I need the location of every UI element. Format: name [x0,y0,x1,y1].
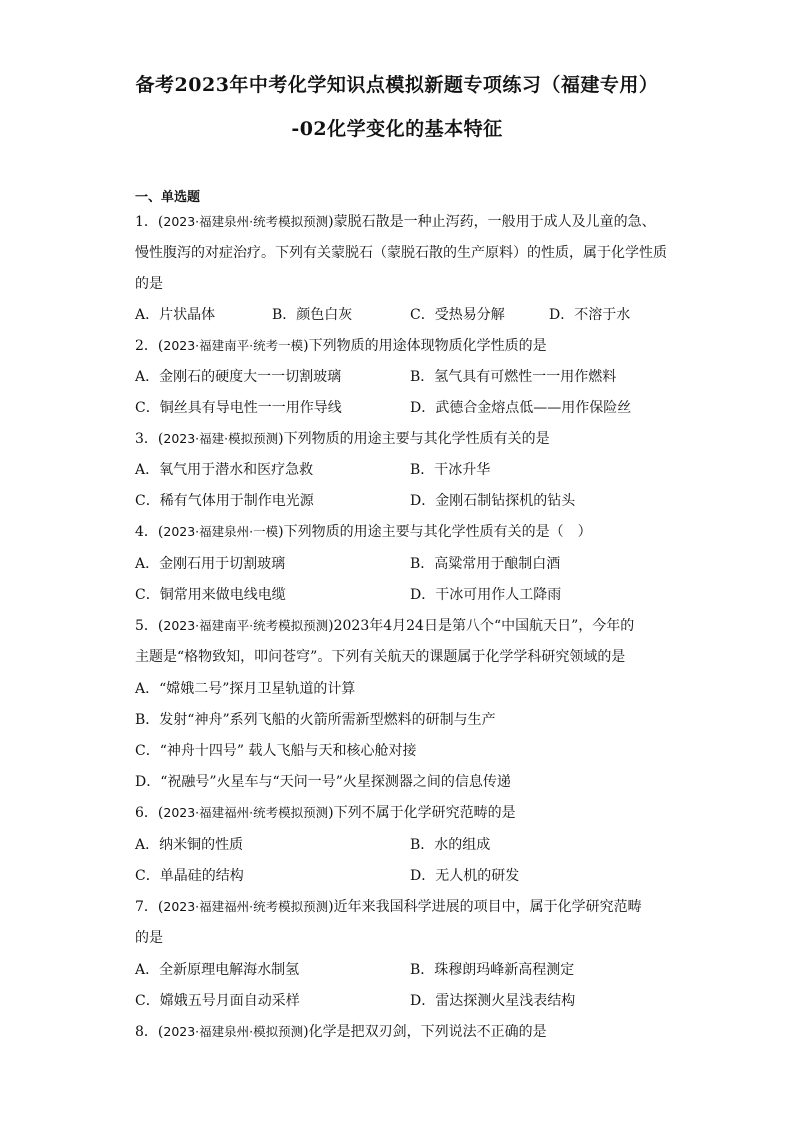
question-5-stem-line2: 主题是“格物致知，叩问苍穹”。下列有关航天的课题属于化学学科研究领域的是 [135,649,626,665]
question-1-option-b: B．颜色白灰 [272,307,353,323]
question-1-stem-line3: 的是 [135,276,163,292]
question-1-option-a: A．片状晶体 [135,307,216,323]
question-4-option-c: C．铜常用来做电线电缆 [135,587,286,603]
document-title-line1: 备考2023年中考化学知识点模拟新题专项练习（福建专用） [135,74,659,96]
question-1-source: 2023·福建泉州·统考模拟预测 [163,214,329,229]
section-heading: 一、单选题 [135,190,201,205]
question-7-stem-line2: 的是 [135,930,163,946]
question-5-option-c: C．“神舟十四号” 载人飞船与天和核心舱对接 [135,743,417,759]
question-7-option-c: C．嫦娥五号月面自动采样 [135,993,300,1009]
question-6-option-b: B．水的组成 [410,837,491,853]
question-8-source: 2023·福建泉州·模拟预测 [163,1024,304,1039]
question-7-option-d: D．雷达探测火星浅表结构 [410,993,576,1009]
question-2-stem-line1: 2．(2023·福建南平·统考一模)下列物质的用途体现物质化学性质的是 [135,338,547,354]
question-1-stem-line2: 慢性腹泻的对症治疗。下列有关蒙脱石（蒙脱石散的生产原料）的性质，属于化学性质 [135,245,667,261]
question-1-option-c: C．受热易分解 [410,307,505,323]
question-4-stem-line1: 4．(2023·福建泉州·一模)下列物质的用途主要与其化学性质有关的是（ ） [135,524,592,540]
question-5-source: 2023·福建南平·统考模拟预测 [163,618,329,633]
question-4-option-b: B．高粱常用于酿制白酒 [410,556,561,572]
question-3-option-b: B．干冰升华 [410,462,491,478]
question-1-stem-line1: 1．(2023·福建泉州·统考模拟预测)蒙脱石散是一种止泻药，一般用于成人及儿童的急、 [135,214,656,230]
question-2-source: 2023·福建南平·统考一模 [163,338,304,353]
question-2-option-a: A．金刚石的硬度大一一切割玻璃 [135,369,342,385]
question-2-option-d: D．武德合金熔点低——用作保险丝 [410,400,632,416]
question-4-source: 2023·福建泉州·一模 [163,524,279,539]
question-5-option-d: D．“祝融号”火星车与“天问一号”火星探测器之间的信息传递 [135,774,511,790]
question-6-option-c: C．单晶硅的结构 [135,868,244,884]
question-2-option-b: B．氢气具有可燃性一一用作燃料 [410,369,617,385]
question-5-stem-line1: 5．(2023·福建南平·统考模拟预测)2023年4月24日是第八个“中国航天日”，今年的 [135,618,635,634]
question-7-stem-line1: 7．(2023·福建福州·统考模拟预测)近年来我国科学进展的项目中，属于化学研究范畴 [135,899,642,915]
question-7-source: 2023·福建福州·统考模拟预测 [163,899,329,914]
question-3-option-a: A．氧气用于潜水和医疗急救 [135,462,314,478]
question-6-source: 2023·福建福州·统考模拟预测 [163,805,329,820]
question-4-option-d: D．干冰可用作人工降雨 [410,587,562,603]
question-8-stem-line1: 8．(2023·福建泉州·模拟预测)化学是把双刃剑，下列说法不正确的是 [135,1024,547,1040]
question-5-option-a: A．“嫦娥二号”探月卫星轨道的计算 [135,681,356,697]
question-6-stem-line1: 6．(2023·福建福州·统考模拟预测)下列不属于化学研究范畴的是 [135,805,516,821]
question-3-option-d: D．金刚石制钻探机的钻头 [410,493,576,509]
question-6-option-a: A．纳米铜的性质 [135,837,244,853]
question-7-option-a: A．全新原理电解海水制氢 [135,962,300,978]
question-7-option-b: B．珠穆朗玛峰新高程测定 [410,962,575,978]
question-3-source: 2023·福建·模拟预测 [163,431,279,446]
document-title-line2: -02化学变化的基本特征 [291,118,503,140]
question-2-option-c: C．铜丝具有导电性一一用作导线 [135,400,342,416]
question-1-option-d: D．不溶于水 [549,307,631,323]
question-6-option-d: D．无人机的研发 [410,868,520,884]
question-4-option-a: A．金刚石用于切割玻璃 [135,556,286,572]
question-3-option-c: C．稀有气体用于制作电光源 [135,493,314,509]
question-5-option-b: B．发射“神舟”系列飞船的火箭所需新型燃料的研制与生产 [135,712,496,728]
question-3-stem-line1: 3．(2023·福建·模拟预测)下列物质的用途主要与其化学性质有关的是 [135,431,550,447]
